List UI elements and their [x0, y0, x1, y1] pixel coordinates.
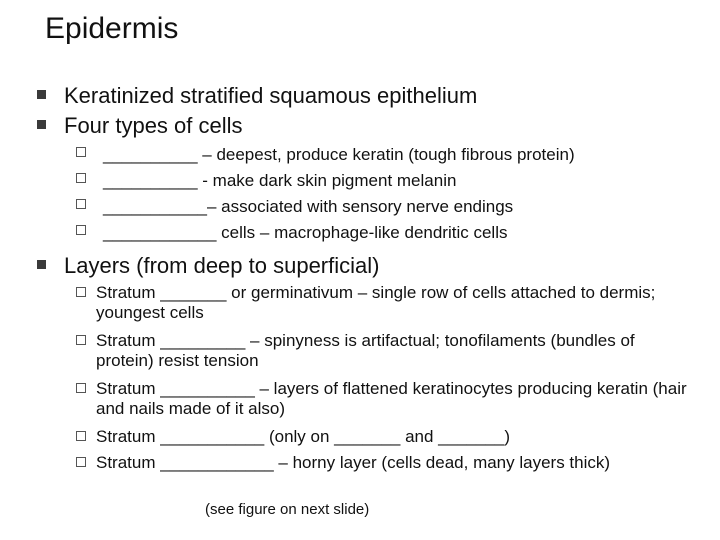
cell-type-text: __________ – deepest, produce keratin (tough fibrous protein)	[103, 145, 575, 164]
checkbox-bullet-icon	[76, 431, 86, 441]
slide-title: Epidermis	[45, 12, 179, 45]
checkbox-bullet-icon	[76, 173, 86, 183]
checkbox-bullet-icon	[76, 225, 86, 235]
bullet-text: Keratinized stratified squamous epithelium	[64, 83, 478, 108]
layer-text: Stratum ____________ – horny layer (cells dead, many layers thick)	[96, 453, 611, 472]
cell-type-text: ____________ cells – macrophage-like dendritic cells	[103, 223, 508, 242]
checkbox-bullet-icon	[76, 287, 86, 297]
bullet-text: Four types of cells	[64, 113, 243, 138]
checkbox-bullet-icon	[76, 199, 86, 209]
layer-text: Stratum __________ – layers of flattened keratinocytes producing keratin (hair and nails made of it also)	[96, 379, 687, 418]
checkbox-bullet-icon	[76, 147, 86, 157]
layer-text: Stratum _________ – spinyness is artifactual; tonofilaments (bundles of protein) resist tension	[96, 331, 635, 370]
cell-type-text: __________ - make dark skin pigment melanin	[103, 171, 457, 190]
checkbox-bullet-icon	[76, 335, 86, 345]
checkbox-bullet-icon	[76, 457, 86, 467]
checkbox-bullet-icon	[76, 383, 86, 393]
square-bullet-icon	[37, 260, 46, 269]
footnote: (see figure on next slide)	[205, 501, 370, 518]
square-bullet-icon	[37, 90, 46, 99]
layer-text: Stratum _______ or germinativum – single row of cells attached to dermis; youngest cells	[96, 283, 656, 322]
cell-type-text: ___________– associated with sensory nerve endings	[103, 197, 514, 216]
layer-text: Stratum ___________ (only on _______ and _______)	[96, 427, 511, 446]
square-bullet-icon	[37, 120, 46, 129]
layers-heading: Layers (from deep to superficial)	[64, 253, 380, 278]
